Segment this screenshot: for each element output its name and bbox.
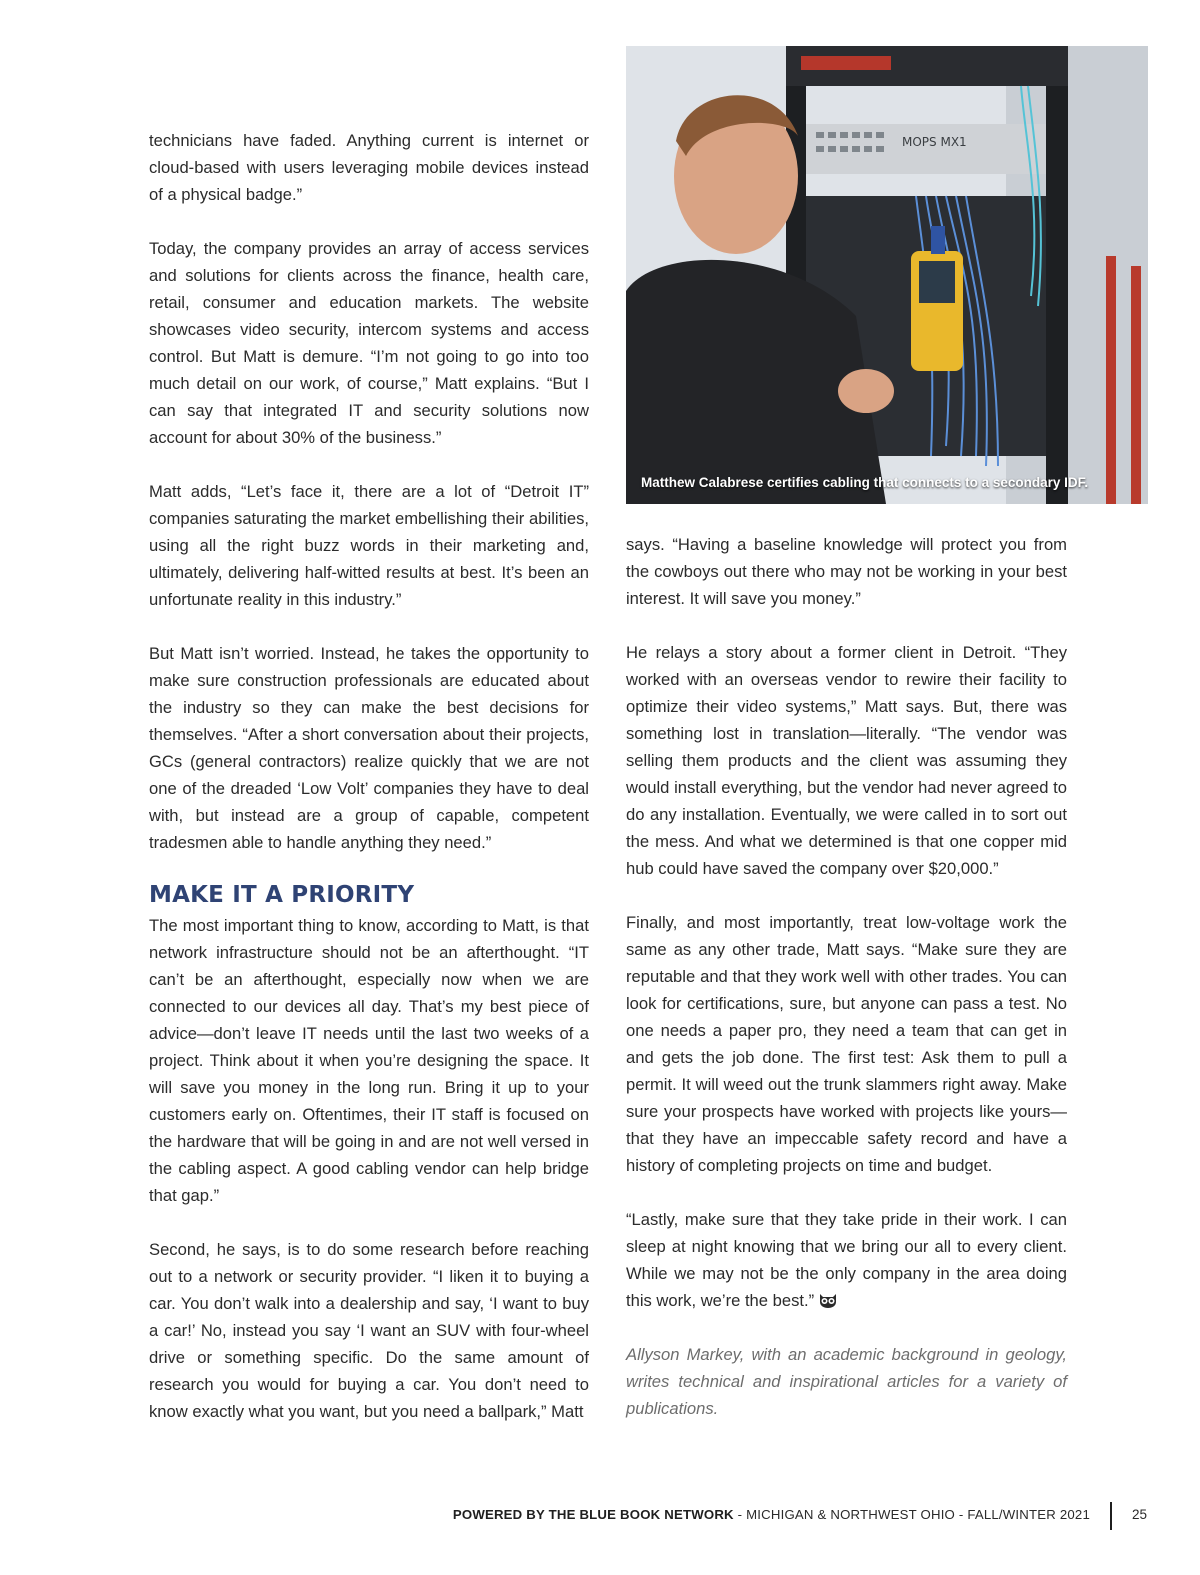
paragraph: He relays a story about a former client in Detroit. “They worked with an overseas vendor to rewire their facility to optimize their video systems,” Matt says. But, there was something lost in translation—literally. “The vendor was selling them products and the client was assuming they would install everything, but the vendor had never agreed to do any installation. Eventually, we were called in to sort out the mess. And what we determined is that one copper mid hub could have saved the company over $20,000.” bbox=[626, 643, 1067, 878]
article-right-column bbox=[626, 531, 1067, 1422]
owl-icon bbox=[818, 1289, 838, 1305]
footer-divider bbox=[1110, 1502, 1112, 1530]
device-label: MOPS MX1 bbox=[902, 135, 967, 149]
paragraph: Today, the company provides an array of access services and solutions for clients across the finance, health care, retail, consumer and education markets. The website showcases video security, intercom systems and access control. But Matt is demure. “I’m not going to go into too much detail on our work, of course,” Matt explains. “But I can say that integrated IT and security solutions now account for about 30% of the business.” bbox=[149, 239, 589, 447]
page-footer bbox=[0, 1500, 1200, 1532]
footer-edition: - MICHIGAN & NORTHWEST OHIO - FALL/WINTER 2021 bbox=[733, 1507, 1090, 1522]
page-number: 25 bbox=[1132, 1507, 1148, 1522]
photo-caption: Matthew Calabrese certifies cabling that connects to a secondary IDF. bbox=[641, 475, 1089, 490]
footer-text bbox=[453, 1507, 1090, 1522]
paragraph: Finally, and most importantly, treat low-voltage work the same as any other trade, Matt says. “Make sure they are reputable and that they work well with other trades. You can look for certifications, sure, but anyone can pass a test. No one needs a paper pro, they need a team that can get in and gets the job done. The first test: Ask them to pull a permit. It will weed out the trunk slammers right away. Make sure your prospects have worked with projects like yours—that they have an impeccable safety record and have a history of completing projects on time and budget. bbox=[626, 913, 1067, 1175]
paragraph: But Matt isn’t worried. Instead, he takes the opportunity to make sure construction professionals are educated about the industry so they can make the best decisions for themselves. “After a short conversation about their projects, GCs (general contractors) realize quickly that we are not one of the dreaded ‘Low Volt’ companies they have to deal with, but instead are a group of capable, competent tradesmen able to handle anything they need.” bbox=[149, 644, 589, 852]
technician-photo-illustration bbox=[626, 46, 1148, 504]
closing-quote: “Lastly, make sure that they take pride in their work. I can sleep at night knowing that we bring our all to every client. While we may not be the only company in the area doing this work, we’re the best.” bbox=[626, 1210, 1067, 1310]
article-left-column bbox=[149, 127, 589, 1425]
section-heading: MAKE IT A PRIORITY bbox=[149, 882, 415, 908]
paragraph: Second, he says, is to do some research before reaching out to a network or security provider. “I liken it to buying a car. You don’t walk into a dealership and say, ‘I want to buy a car!’ No, instead you say ‘I want an SUV with four-wheel drive or something specific. Do the same amount of research you would for buying a car. You don’t need to know exactly what you want, but you need a ballpark,” Matt bbox=[149, 1240, 589, 1421]
paragraph: The most important thing to know, according to Matt, is that network infrastructure should not be an afterthought. “IT can’t be an afterthought, especially now when we are connected to our devices all day. That’s my best piece of advice—don’t leave IT needs until the last two weeks of a project. Think about it when you’re designing the space. It will save you money in the long run. Bring it up to your customers early on. Oftentimes, their IT staff is focused on the hardware that will be going in and are not well versed in the cabling aspect. A good cabling vendor can help bridge that gap.” bbox=[149, 916, 589, 1205]
paragraph: says. “Having a baseline knowledge will protect you from the cowboys out there who may not be working in your best interest. It will save you money.” bbox=[626, 535, 1067, 608]
paragraph bbox=[626, 1206, 1067, 1314]
paragraph: technicians have faded. Anything current is internet or cloud-based with users leveraging mobile devices instead of a physical badge.” bbox=[149, 131, 589, 204]
author-byline: Allyson Markey, with an academic background in geology, writes technical and inspirational articles for a variety of publications. bbox=[626, 1345, 1067, 1418]
paragraph: Matt adds, “Let’s face it, there are a lot of “Detroit IT” companies saturating the market embellishing their abilities, using all the right buzz words in their marketing and, ultimately, delivering half-witted results at best. It’s been an unfortunate reality in this industry.” bbox=[149, 482, 589, 609]
article-photo bbox=[626, 46, 1148, 504]
footer-brand: POWERED BY THE BLUE BOOK NETWORK bbox=[452, 1507, 734, 1522]
